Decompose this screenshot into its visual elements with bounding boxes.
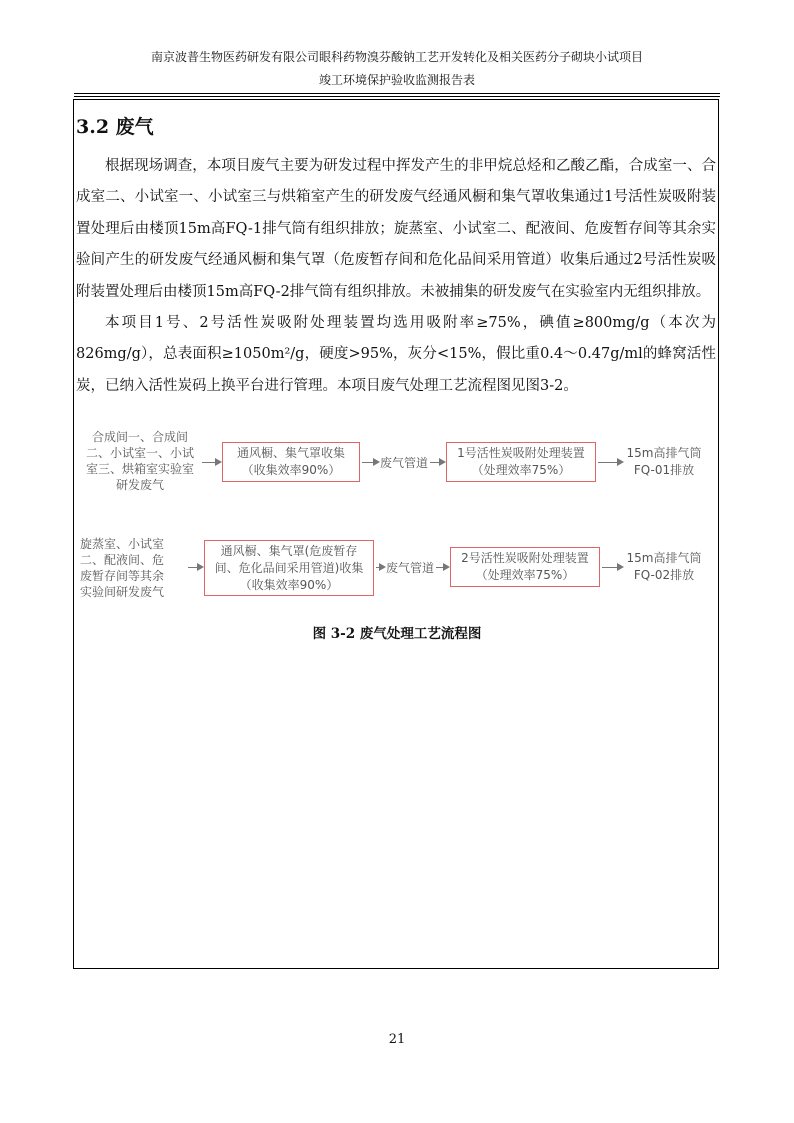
arrow-icon	[376, 567, 384, 568]
header-title: 南京波普生物医药研发有限公司眼科药物溴芬酸钠工艺开发转化及相关医药分子砌块小试项目	[150, 50, 643, 64]
arrow-icon	[602, 567, 622, 568]
flow-row-2	[80, 530, 720, 610]
flow2-outlet-line: 15m高排气筒	[626, 551, 702, 565]
flow2-collect-line: 通风橱、集气罩(危废暂存	[220, 543, 358, 558]
paragraph-1: 根据现场调查，本项目废气主要为研发过程中挥发产生的非甲烷总烃和乙酸乙酯，合成室一、合成室二、小试室一、小试室三与烘箱室产生的研发废气经通风橱和集气罩收集通过1号活性炭吸附装置处理后由楼顶15m高FQ-1排气筒有组织排放；旋蒸室、小试室二、配液间、危废暂存间等其余实验间产生的研发废气经通风橱和集气罩（危废暂存间和危化品间采用管道）收集后通过2号活性炭吸附装置处理后由楼顶15m高FQ-2排气筒有组织排放。未被捕集的研发废气在实验室内无组织排放。	[76, 158, 716, 300]
flow2-source-line: 废暂存间等其余	[80, 569, 165, 583]
arrow-icon	[436, 567, 448, 568]
header-rule-thin	[74, 96, 720, 97]
header-subtitle: 竣工环境保护验收监测报告表	[318, 73, 475, 87]
arrow-icon	[362, 462, 378, 463]
figure-caption: 图 3-2 废气处理工艺流程图	[312, 626, 482, 642]
flow1-pipe: 废气管道	[380, 456, 429, 470]
flow2-source	[80, 536, 190, 600]
flow-row-1	[80, 425, 720, 505]
flow1-treat-line: （处理效率75%）	[471, 463, 571, 477]
arrow-icon	[598, 462, 622, 463]
arrow-icon	[430, 462, 444, 463]
flow1-treat-box	[446, 442, 596, 482]
flow2-treat-box	[450, 547, 600, 587]
section-body	[76, 151, 716, 402]
flow1-outlet-line: 15m高排气筒	[626, 446, 702, 460]
section-title: 3.2 废气	[76, 116, 154, 138]
flow2-collect-line: 间、危化品间采用管道)收集	[214, 560, 364, 575]
arrow-icon	[188, 567, 202, 568]
flow1-collect-box	[222, 442, 360, 482]
flow1-collect-line: 通风橱、集气罩收集	[236, 446, 345, 460]
flow1-collect-line: （收集效率90%）	[241, 463, 341, 477]
flow2-source-line: 旋蒸室、小试室	[80, 537, 165, 551]
flow1-source-line: 研发废气	[115, 478, 164, 492]
flow2-outlet-line: FQ-02排放	[633, 568, 695, 582]
arrow-icon	[202, 462, 220, 463]
flow2-outlet	[624, 550, 704, 584]
flow2-collect-box	[204, 540, 374, 596]
flow2-treat-line: （处理效率75%）	[475, 568, 575, 582]
page-number: 21	[388, 1032, 406, 1047]
flow1-source-line: 二、小试室一、小试	[85, 446, 194, 460]
flow1-outlet-line: FQ-01排放	[633, 463, 695, 477]
flow1-source	[80, 429, 200, 493]
flow1-outlet	[624, 445, 704, 479]
flow1-source-line: 室三、烘箱室实验室	[85, 462, 194, 476]
flow1-treat-line: 1号活性炭吸附处理装置	[457, 446, 585, 460]
paragraph-2: 本项目1号、2号活性炭吸附处理装置均选用吸附率≥75%，碘值≥800mg/g（本次为826mg/g），总表面积≥1050m²/g，硬度>95%，灰分<15%，假比重0.4～0.47g/ml的蜂窝活性炭，已纳入活性炭码上换平台进行管理。本项目废气处理工艺流程图见图3-2。	[76, 315, 716, 394]
flow2-source-line: 实验间研发废气	[80, 585, 165, 599]
header-rule-thick	[74, 93, 720, 94]
flow2-treat-line: 2号活性炭吸附处理装置	[461, 551, 589, 565]
flow2-source-line: 二、配液间、危	[80, 553, 165, 567]
flow2-pipe: 废气管道	[386, 561, 435, 575]
flow2-collect-line: （收集效率90%）	[239, 577, 339, 592]
flow1-source-line: 合成间一、合成间	[91, 430, 188, 444]
